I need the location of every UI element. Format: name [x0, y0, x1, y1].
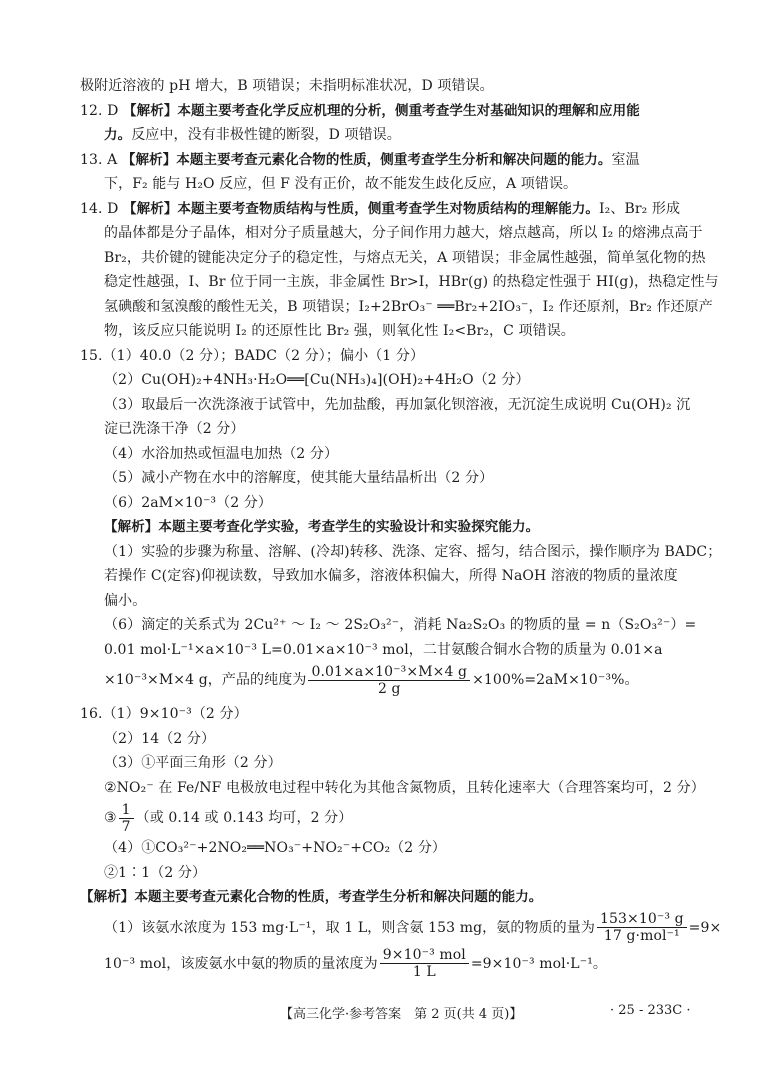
- q13-tail: 室温: [611, 151, 640, 168]
- amount-fraction: [597, 911, 687, 944]
- q16-3b: ②NO₂⁻ 在 Fe/NF 电极放电过程中转化为其他含氮物质，且转化速率大（合理答案均可，2 分）: [104, 779, 705, 796]
- q14-l6: 物，该反应只能说明 I₂ 的还原性比 Br₂ 强，则氧化性 I₂<Br₂，C 项错误。: [104, 323, 575, 339]
- ratio-fraction: [119, 802, 134, 835]
- q15-analysis-tag: 【解析】本题主要考查化学实验，考查学生的实验设计和实验探究能力。: [104, 519, 540, 535]
- q15-5: （5）减小产物在水中的溶解度，使其能大量结晶析出（2 分）: [104, 470, 494, 486]
- fraction-numerator: 1: [119, 802, 134, 819]
- fraction-denominator: 1 L: [412, 964, 436, 980]
- q16-3c-post: （或 0.14 或 0.143 均可，2 分）: [135, 810, 353, 826]
- q14-line: [80, 197, 720, 222]
- q16-e2: [80, 946, 720, 982]
- q16-1: 16.（1）9×10⁻³（2 分）: [80, 706, 248, 722]
- purity-fraction: [308, 664, 470, 697]
- q16-3c-pre: ③: [104, 810, 117, 826]
- fraction-numerator: 0.01×a×10⁻³×M×4 g: [308, 664, 470, 681]
- q14-l4: 稳定性越强，I、Br 位于同一主族，非金属性 Br>I，HBr(g) 的热稳定性强于 HI(g)，热稳定性与: [104, 274, 719, 290]
- q15-e6-post: ×100%=2aM×10⁻³%。: [472, 672, 639, 688]
- fraction-numerator: 9×10⁻³ mol: [380, 947, 469, 964]
- q12-cont-line: [80, 123, 720, 148]
- q12-cont: 反应中，没有非极性键的断裂，D 项错误。: [131, 127, 401, 143]
- q13-answer: 13. A: [80, 151, 118, 168]
- page-footer: [0, 1003, 764, 1025]
- q16-e1: [80, 910, 720, 946]
- q15-6: （6）2aM×10⁻³（2 分）: [104, 494, 272, 511]
- q15-1: 15.（1）40.0（2 分）；BADC（2 分）；偏小（1 分）: [80, 347, 425, 364]
- q16-4a: （4）①CO₃²⁻+2NO₂══NO₃⁻+NO₂⁻+CO₂（2 分）: [104, 840, 447, 856]
- q12-line: [80, 99, 720, 124]
- q14-l2: 的晶体都是分子晶体，相对分子质量越大，分子间作用力越大，熔点越高，所以 I₂ 的熔沸点高于: [104, 225, 703, 241]
- q12-answer: 12. D: [80, 102, 119, 119]
- q16-analysis-tag: 【解析】本题主要考查元素化合物的性质，考查学生分析和解决问题的能力。: [80, 889, 543, 905]
- q12-analysis-tag: 【解析】本题主要考查化学反应机理的分析，侧重考查学生对基础知识的理解和应用能: [123, 102, 640, 119]
- q14-l3: Br₂，共价键的键能决定分子的稳定性，与熔点无关，A 项错误；非金属性越强，简单氢化物的热: [104, 249, 706, 266]
- q16-3a: （3）①平面三角形（2 分）: [104, 755, 282, 771]
- answer-content: [80, 74, 720, 982]
- q16-e2-pre: 10⁻³ mol，该废氨水中氨的物质的量浓度为: [104, 955, 378, 972]
- q15-4: （4）水浴加热或恒温电加热（2 分）: [104, 445, 339, 462]
- footer-code: · 25 - 233C ·: [610, 1003, 691, 1018]
- q15-e4: （6）滴定的关系式为 2Cu²⁺ ～ I₂ ～ 2S₂O₃²⁻，消耗 Na₂S₂O₃ 的物质的量 = n（S₂O₃²⁻）=: [104, 617, 697, 633]
- q15-e2: 若操作 C(定容)仰视读数，导致加水偏多，溶液体积偏大，所得 NaOH 溶液的物质的量浓度: [104, 568, 678, 584]
- q16-e1-pre: （1）该氨水浓度为 153 mg·L⁻¹，取 1 L，则含氨 153 mg，氨的物质的量为: [104, 919, 595, 936]
- q12-cont-bold: 力。: [104, 127, 132, 143]
- q16-e2-post: =9×10⁻³ mol·L⁻¹。: [470, 955, 608, 972]
- q15-e6-pre: ×10⁻³×M×4 g，产品的纯度为: [104, 672, 307, 688]
- q16-3c: [80, 800, 720, 836]
- footer-title: 【高三化学·参考答案 第 2 页(共 4 页)】: [280, 1007, 523, 1022]
- q16-4b: ②1∶1（2 分）: [104, 864, 207, 881]
- fraction-numerator: 153×10⁻³ g: [597, 911, 687, 928]
- q15-3a: （3）取最后一次洗涤液于试管中，先加盐酸，再加氯化钡溶液，无沉淀生成说明 Cu(OH)₂ 沉: [104, 396, 691, 413]
- concentration-fraction: [380, 947, 469, 980]
- q15-e1: （1）实验的步骤为称量、溶解、(冷却)转移、洗涤、定容、摇匀，结合图示，操作顺序为 BADC；: [104, 543, 722, 560]
- q14-answer: 14. D: [80, 200, 119, 217]
- q16-2: （2）14（2 分）: [104, 730, 216, 747]
- q15-e6: [80, 662, 720, 698]
- q13-cont: 下，F₂ 能与 H₂O 反应，但 F 没有正价，故不能发生歧化反应，A 项错误。: [104, 176, 578, 192]
- fraction-denominator: 17 g·mol⁻¹: [603, 928, 680, 944]
- q16-e1-post: =9×: [688, 919, 722, 936]
- fraction-denominator: 7: [121, 818, 131, 835]
- fraction-denominator: 2 g: [377, 680, 401, 697]
- q15-e3: 偏小。: [104, 592, 147, 609]
- q14-tail: I₂、Br₂ 形成: [599, 200, 681, 217]
- q13-line: [80, 148, 720, 173]
- q15-e5: 0.01 mol·L⁻¹×a×10⁻³ L=0.01×a×10⁻³ mol，二甘氨酸合铜水合物的质量为 0.01×a: [104, 641, 663, 658]
- q14-l5: 氢碘酸和氢溴酸的酸性无关，B 项错误；I₂+2BrO₃⁻ ══Br₂+2IO₃⁻，I₂ 作还原剂，Br₂ 作还原产: [104, 298, 713, 315]
- q14-analysis-tag: 【解析】本题主要考查物质结构与性质，侧重考查学生对物质结构的理解能力。: [123, 200, 600, 217]
- q15-2: （2）Cu(OH)₂+4NH₃·H₂O══[Cu(NH₃)₄](OH)₂+4H₂O（2 分）: [104, 372, 530, 388]
- q15-3b: 淀已洗涤干净（2 分）: [104, 421, 245, 437]
- q13-analysis-tag: 【解析】本题主要考查元素化合物的性质，侧重考查学生分析和解决问题的能力。: [121, 151, 612, 168]
- text-line: 极附近溶液的 pH 增大，B 项错误；未指明标准状况，D 项错误。: [80, 78, 494, 94]
